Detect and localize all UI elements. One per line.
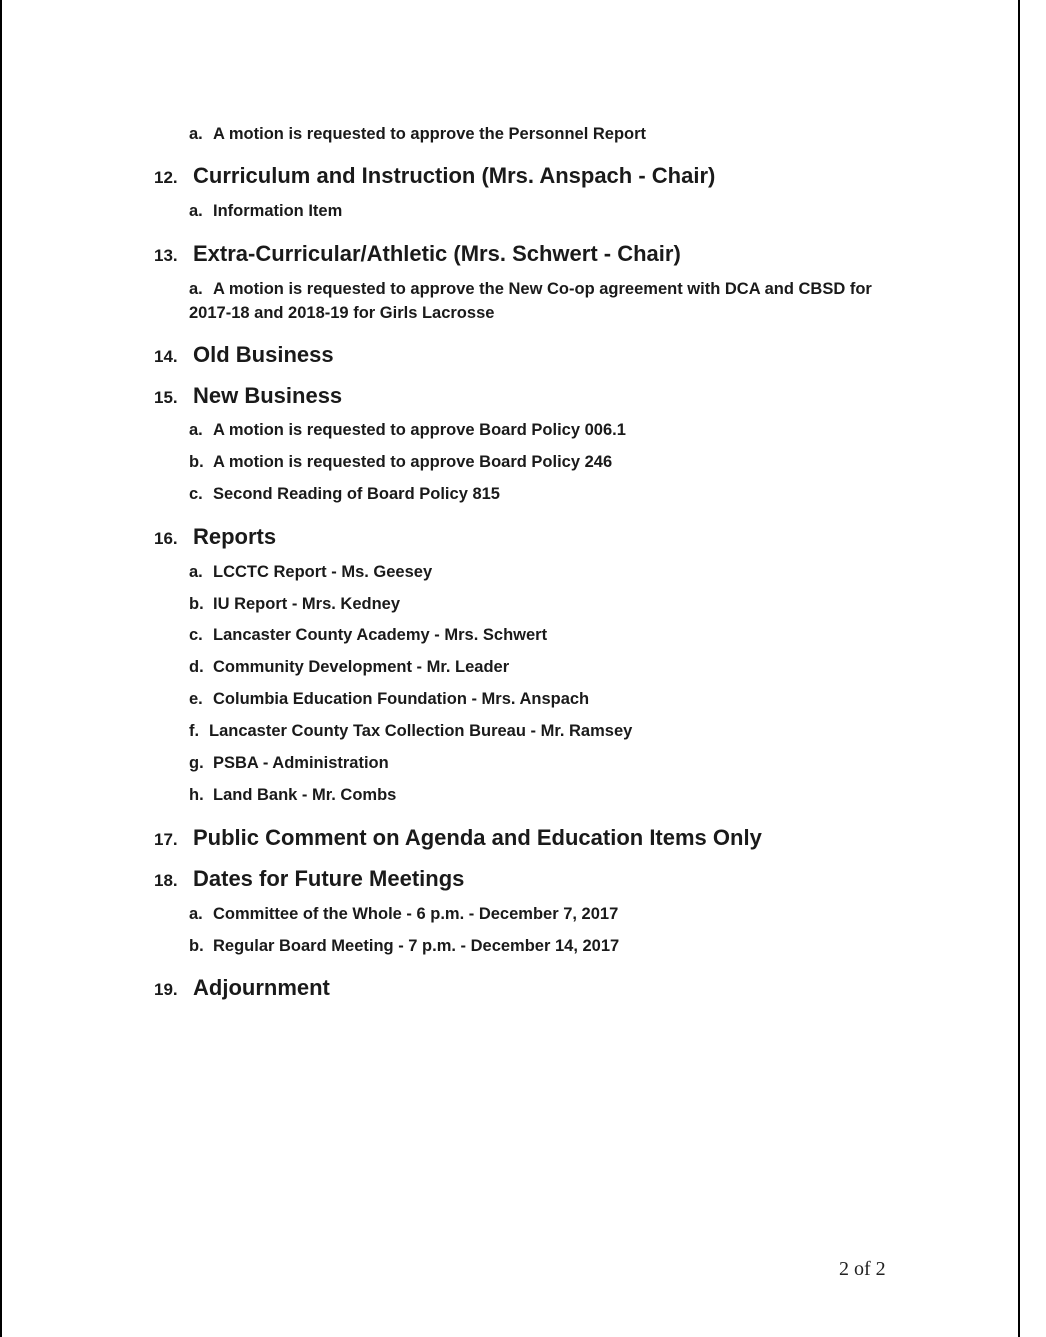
item-title: Extra-Curricular/Athletic (Mrs. Schwert - Chair) bbox=[193, 241, 681, 266]
agenda-item-19 bbox=[154, 975, 330, 1001]
subitem-letter: a. bbox=[189, 280, 203, 298]
page-border-left bbox=[0, 0, 2, 1337]
subitem-letter: a. bbox=[189, 905, 203, 923]
subitem-text: Information Item bbox=[213, 202, 343, 220]
subitem-letter: b. bbox=[189, 453, 204, 471]
subitem-text: PSBA - Administration bbox=[213, 754, 389, 772]
subitem-text: A motion is requested to approve Board Policy 246 bbox=[213, 453, 613, 471]
item-title: Old Business bbox=[193, 342, 334, 367]
subitem-letter: a. bbox=[189, 202, 203, 220]
item-number: 19. bbox=[154, 980, 178, 999]
agenda-item-16 bbox=[154, 524, 276, 550]
item-title: New Business bbox=[193, 383, 343, 408]
page-number: 2 of 2 bbox=[839, 1258, 886, 1280]
agenda-item-12 bbox=[154, 163, 715, 189]
subitem-text: LCCTC Report - Ms. Geesey bbox=[213, 563, 433, 581]
item-number: 14. bbox=[154, 347, 178, 366]
agenda-subitem-12a bbox=[189, 202, 342, 221]
agenda-subitem-16d bbox=[189, 658, 509, 677]
agenda-item-14 bbox=[154, 342, 334, 368]
item-number: 18. bbox=[154, 871, 178, 890]
item-number: 12. bbox=[154, 168, 178, 187]
subitem-text: IU Report - Mrs. Kedney bbox=[213, 595, 401, 613]
subitem-text: A motion is requested to approve the New Co-op agreement with DCA and CBSD for 2017-18 and 2018-19 for Girls Lacrosse bbox=[189, 280, 872, 322]
agenda-subitem-15a bbox=[189, 421, 626, 440]
agenda-subitem-16b bbox=[189, 595, 400, 614]
subitem-letter: c. bbox=[189, 626, 203, 644]
page-border-right bbox=[1018, 0, 1020, 1337]
agenda-subitem-15b bbox=[189, 453, 612, 472]
item-title: Dates for Future Meetings bbox=[193, 866, 465, 891]
agenda-subitem-13a bbox=[189, 277, 889, 325]
subitem-text: A motion is requested to approve Board Policy 006.1 bbox=[213, 421, 626, 439]
subitem-letter: a. bbox=[189, 125, 203, 143]
subitem-letter: a. bbox=[189, 563, 203, 581]
item-number: 17. bbox=[154, 830, 178, 849]
subitem-text: Committee of the Whole - 6 p.m. - December 7, 2017 bbox=[213, 905, 619, 923]
agenda-subitem-16g bbox=[189, 754, 389, 773]
subitem-text: Second Reading of Board Policy 815 bbox=[213, 485, 500, 503]
agenda-subitem-16a bbox=[189, 563, 432, 582]
subitem-letter: b. bbox=[189, 595, 204, 613]
agenda-subitem-18b bbox=[189, 937, 619, 956]
item-number: 15. bbox=[154, 388, 178, 407]
subitem-letter: f. bbox=[189, 722, 200, 740]
agenda-subitem-16f bbox=[189, 722, 632, 741]
item-title: Curriculum and Instruction (Mrs. Anspach - Chair) bbox=[193, 163, 716, 188]
agenda-item-13 bbox=[154, 241, 681, 267]
agenda-item-15 bbox=[154, 383, 342, 409]
agenda-subitem-18a bbox=[189, 905, 618, 924]
subitem-text: Lancaster County Tax Collection Bureau - Mr. Ramsey bbox=[209, 722, 633, 740]
item-title: Adjournment bbox=[193, 975, 330, 1000]
agenda-subitem-16e bbox=[189, 690, 589, 709]
agenda-subitem-11a bbox=[189, 125, 646, 144]
item-number: 13. bbox=[154, 246, 178, 265]
subitem-letter: e. bbox=[189, 690, 203, 708]
agenda-subitem-15c bbox=[189, 485, 500, 504]
agenda-item-18 bbox=[154, 866, 464, 892]
subitem-text: A motion is requested to approve the Personnel Report bbox=[213, 125, 647, 143]
subitem-text: Community Development - Mr. Leader bbox=[213, 658, 510, 676]
subitem-letter: d. bbox=[189, 658, 204, 676]
agenda-subitem-16c bbox=[189, 626, 547, 645]
agenda-subitem-16h bbox=[189, 786, 396, 805]
subitem-text: Regular Board Meeting - 7 p.m. - December 14, 2017 bbox=[213, 937, 620, 955]
item-title: Reports bbox=[193, 524, 277, 549]
subitem-text: Columbia Education Foundation - Mrs. Anspach bbox=[213, 690, 590, 708]
agenda-item-17 bbox=[154, 825, 762, 851]
subitem-text: Land Bank - Mr. Combs bbox=[213, 786, 397, 804]
subitem-letter: g. bbox=[189, 754, 204, 772]
subitem-text: Lancaster County Academy - Mrs. Schwert bbox=[213, 626, 548, 644]
item-title: Public Comment on Agenda and Education Items Only bbox=[193, 825, 762, 850]
item-number: 16. bbox=[154, 529, 178, 548]
subitem-letter: a. bbox=[189, 421, 203, 439]
subitem-letter: b. bbox=[189, 937, 204, 955]
subitem-letter: h. bbox=[189, 786, 204, 804]
subitem-letter: c. bbox=[189, 485, 203, 503]
